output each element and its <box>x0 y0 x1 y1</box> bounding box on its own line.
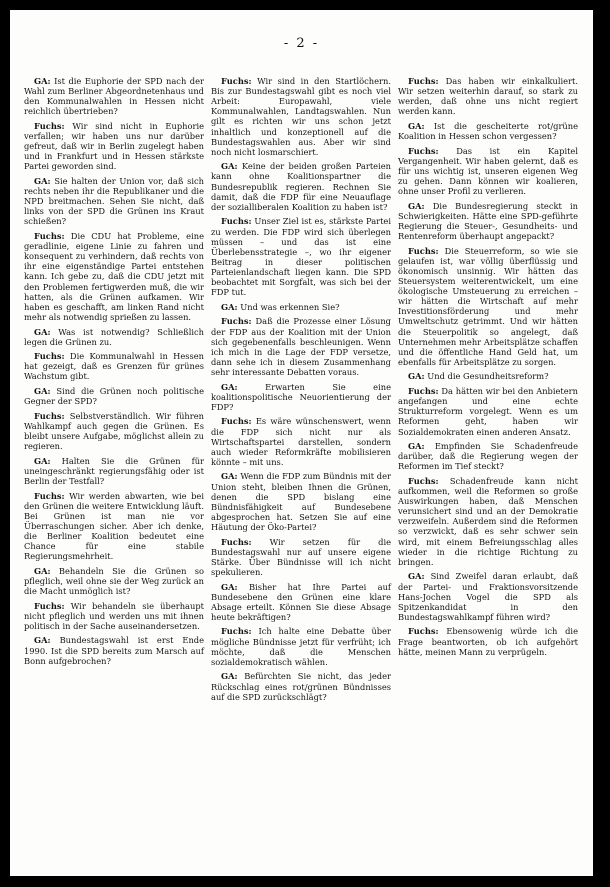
interview-paragraph <box>24 456 204 486</box>
speaker-label: GA: <box>34 455 51 466</box>
paragraph-text: Ist die Euphorie der SPD nach der Wahl zum Berliner Abgeordnetenhaus und den Kommunalwahlen in Hessen nicht reichlich übertrieben? <box>24 76 204 117</box>
paragraph-text: Die Bundesregierung steckt in Schwierigkeiten. Hätte eine SPD-geführte Regierung die Steuer-, Gesundheits- und Rentenreform überhaupt angepackt? <box>398 200 579 242</box>
interview-paragraph <box>211 161 391 212</box>
interview-paragraph <box>211 537 391 577</box>
paragraph-text: Und was erkennen Sie? <box>240 301 340 312</box>
interview-paragraph <box>398 626 578 656</box>
paragraph-text: Ebensowenig würde ich die Frage beantworten, ob ich aufgehört hätte, meinen Mann zu verprügeln. <box>398 626 578 657</box>
paragraph-text: Befürchten Sie nicht, das jeder Rückschlag eines rot/grünen Bündnisses auf die SPD zurückschlägt? <box>211 671 391 702</box>
paragraph-text: Sind die Grünen noch politische Gegner der SPD? <box>24 386 204 407</box>
interview-paragraph <box>398 571 578 622</box>
speaker-label: GA: <box>221 301 238 312</box>
speaker-label: GA: <box>408 371 425 382</box>
paragraph-text: Ich halte eine Debatte über mögliche Bündnisse jetzt für verfrüht; ich möchte, daß die Menschen sozialdemokratisch wählen. <box>211 626 391 667</box>
interview-paragraph <box>398 146 578 197</box>
paragraph-text: Es wäre wünschenswert, wenn die FDP sich nicht nur als Wirtschaftspartei darstellen, sondern auch wieder Reformkräfte mobilisieren könnte – mit uns. <box>211 416 392 467</box>
paragraph-text: Was ist notwendig? Schließlich legen die Grünen zu. <box>24 326 204 347</box>
paragraph-text: Die Kommunalwahl in Hessen hat gezeigt, daß es Grenzen für grünes Wachstum gibt. <box>24 351 205 382</box>
speaker-label: Fuchs: <box>408 245 439 256</box>
speaker-label: GA: <box>408 120 425 131</box>
paragraph-text: Wir sind nicht in Euphorie verfallen; wir haben uns nur darüber gefreut, daß wir in Berlin zugelegt haben und in Frankfurt und in Hessen stärkste Partei geworden sind. <box>24 120 205 172</box>
paragraph-text: Bundestagswahl ist erst Ende 1990. Ist die SPD bereits zum Marsch auf Bonn aufgebrochen? <box>24 635 205 666</box>
text-column-3 <box>398 76 578 661</box>
paragraph-text: Keine der beiden großen Parteien kann ohne Koalitionspartner die Bundesrepublik regieren. Rechnen Sie damit, daß die FDP für eine Neuauflage der sozialliberalen Koalition zu haben ist? <box>211 161 391 212</box>
paragraph-text: Wir behandeln sie überhaupt nicht pfleglich und werden uns mit ihnen politisch in der Sache auseinandersetzen. <box>24 600 204 631</box>
interview-paragraph <box>24 635 204 665</box>
speaker-label: GA: <box>34 386 51 397</box>
interview-paragraph <box>211 302 391 312</box>
interview-paragraph <box>24 411 204 451</box>
speaker-label: GA: <box>221 581 238 592</box>
paragraph-text: Wir werden abwarten, wie bei den Grünen die weitere Entwicklung läuft. Bei Grünen ist man nie vor Überraschungen sicher. Aber ich denke, die Berliner Koalition bedeutet eine Chance für eine stabile Regierungsmehrheit. <box>24 490 204 562</box>
paragraph-text: Empfinden Sie Schadenfreude darüber, daß die Regierung wegen der Reformen im Tief steckt? <box>398 441 578 472</box>
speaker-label: Fuchs: <box>221 416 252 427</box>
interview-paragraph <box>24 351 204 381</box>
paragraph-text: Wir sind in den Startlöchern. Bis zur Bundestagswahl gibt es noch viel Arbeit: Europawahl, viele Kommunalwahlen, Landtagswahlen. Nun gilt es richten wir uns schon jetzt inhaltlich und konzeptionell auf die Bundestagswahlen aus. Aber wir sind noch nicht losmarschiert. <box>211 76 391 157</box>
speaker-label: Fuchs: <box>34 351 65 362</box>
paragraph-text: Selbstverständlich. Wir führen Wahlkampf auch gegen die Grünen. Es bleibt unsere Aufgabe, möglichst allein zu regieren. <box>24 410 204 452</box>
paragraph-text: Bisher hat Ihre Partei auf Bundesebene den Grünen eine klare Absage erteilt. Können Sie diese Absage heute bekräftigen? <box>211 581 392 622</box>
interview-paragraph <box>24 386 204 406</box>
speaker-label: Fuchs: <box>221 76 252 86</box>
speaker-label: GA: <box>408 200 425 211</box>
paragraph-text: Schadenfreude kann nicht aufkommen, weil die Reformen so große Auswirkungen haben, daß Menschen verunsichert sind und an der Demokratie verzweifeln. Außerdem sind die Reformen so verzwickt, daß es sehr schwer sein wird, mit einem Befreiungsschlag alles wieder in die richtige Richtung zu bringen. <box>398 475 578 567</box>
paragraph-text: Die Steuerreform, so wie sie gelaufen ist, war völlig überflüssig und ökonomisch unsinnig. Wir hätten das Steuersystem weiterentwickelt, um eine ökologische Umsteuerung zu erreichen – wir hätten die Wirtschaft auf mehr Investitionsförderung und mehr Umweltschutz getrimmt. Und wir hätten die Steuerpolitik so angelegt, daß Unternehmen mehr Arbeitsplätze schaffen und die öffentliche Hand Geld hat, um ebenfalls für Arbeitsplätze zu sorgen. <box>398 245 578 367</box>
interview-paragraph <box>24 491 204 562</box>
interview-paragraph <box>24 121 204 172</box>
interview-paragraph <box>24 566 204 596</box>
speaker-label: GA: <box>34 175 51 186</box>
interview-paragraph <box>211 216 391 297</box>
page-number: - 2 - <box>283 36 320 51</box>
interview-paragraph <box>211 316 391 377</box>
speaker-label: GA: <box>34 635 51 646</box>
speaker-label: Fuchs: <box>34 600 65 611</box>
paragraph-text: Wir setzen für die Bundestagswahl nur auf unsere eigene Stärke. Über Bündnisse will ich nicht spekulieren. <box>211 536 392 577</box>
interview-paragraph <box>398 476 578 567</box>
interview-paragraph <box>398 246 578 367</box>
paragraph-text: Sie halten der Union vor, daß sich rechts neben ihr die Republikaner und die NPD breitmachen. Sehen Sie nicht, daß links von der SPD die Grünen ins Kraut schießen? <box>24 175 204 227</box>
speaker-label: Fuchs: <box>34 410 65 421</box>
interview-paragraph <box>398 76 578 116</box>
speaker-label: GA: <box>34 326 51 337</box>
speaker-label: Fuchs: <box>408 475 439 486</box>
paragraph-text: Wenn die FDP zum Bündnis mit der Union steht, bleiben Ihnen die Grünen, denen die SPD bislang eine Bündnisfähigkeit auf Bundesebene abgesprochen hat. Setzen Sie auf eine Häutung der Öko-Partei? <box>211 471 391 532</box>
speaker-label: Fuchs: <box>221 626 252 637</box>
paragraph-text: Halten Sie die Grünen für uneingeschränkt regierungsfähig oder ist Berlin der Testfall? <box>24 455 205 486</box>
paragraph-text: Das ist ein Kapitel Vergangenheit. Wir haben gelernt, daß es für uns wichtig ist, unseren eigenen Weg zu gehen. Dann können wir koalieren, ohne unser Profil zu verlieren. <box>398 145 578 197</box>
speaker-label: Fuchs: <box>221 536 252 547</box>
speaker-label: GA: <box>34 76 51 86</box>
interview-paragraph <box>24 601 204 631</box>
paragraph-text: Da hätten wir bei den Anbietern angefangen und eine echte Strukturreform vorgelegt. Wenn es um Reformen geht, haben wir Sozialdemokraten einen anderen Ansatz. <box>398 386 578 437</box>
speaker-label: Fuchs: <box>34 231 65 242</box>
interview-paragraph <box>211 671 391 701</box>
document-page <box>10 10 593 876</box>
interview-paragraph <box>398 386 578 437</box>
speaker-label: GA: <box>221 381 238 392</box>
speaker-label: Fuchs: <box>408 386 439 397</box>
interview-paragraph <box>398 371 578 381</box>
interview-paragraph <box>211 76 391 157</box>
interview-paragraph <box>398 121 578 141</box>
speaker-label: Fuchs: <box>34 490 65 501</box>
interview-paragraph <box>398 441 578 471</box>
speaker-label: GA: <box>221 671 238 682</box>
speaker-label: GA: <box>408 441 425 452</box>
speaker-label: Fuchs: <box>408 145 439 156</box>
interview-paragraph <box>24 76 204 116</box>
speaker-label: GA: <box>34 565 51 576</box>
paragraph-text: Ist die gescheiterte rot/grüne Koalition in Hessen schon vergessen? <box>398 120 579 142</box>
interview-paragraph <box>24 176 204 227</box>
paragraph-text: Daß die Prozesse einer Lösung der FDP aus der Koalition mit der Union sich gegebenenfalls beschleunigen. Wenn ich mich in die Lage der FDP versetze, dann sehe ich in diesem Zusammenhang sehr interessante Debatten voraus. <box>211 316 391 377</box>
interview-paragraph <box>211 382 391 412</box>
paragraph-text: Und die Gesundheitsreform? <box>427 371 549 382</box>
interview-paragraph <box>24 327 204 347</box>
interview-paragraph <box>211 582 391 622</box>
paragraph-text: Das haben wir einkalkuliert. Wir setzen weiterhin darauf, so stark zu werden, daß ohne uns nicht regiert werden kann. <box>398 76 579 117</box>
speaker-label: GA: <box>408 571 425 582</box>
paragraph-text: Erwarten Sie eine koalitionspolitische Neuorientierung der FDP? <box>211 381 392 412</box>
speaker-label: Fuchs: <box>221 316 252 327</box>
paragraph-text: Sind Zweifel daran erlaubt, daß der Partei- und Fraktionsvorsitzende Hans-Jochen Vogel die SPD als Spitzenkandidat in den Bundestagswahlkampf führen wird? <box>398 571 578 622</box>
interview-paragraph <box>211 626 391 666</box>
paragraph-text: Die CDU hat Probleme, eine geradlinie, eigene Linie zu fahren und konsequent zu verhindern, daß rechts von ihr eine eigenständige Partei entstehen kann. Ich gebe zu, daß die CDU jetzt mit den Problemen fertigwerden muß, die wir hatten, als die Grünen aufkamen. Wir haben es geschafft, am linken Rand nicht mehr als notwendig sprießen zu lassen. <box>24 231 204 322</box>
interview-paragraph <box>24 231 204 322</box>
speaker-label: GA: <box>221 161 238 172</box>
interview-paragraph <box>211 471 391 532</box>
paragraph-text: Unser Ziel ist es, stärkste Partei zu werden. Die FDP wird sich überlegen müssen – und das ist eine Überlebensstrategie –, wo ihr eigener Beitrag in dieser politischen Parteienlandschaft liegen kann. Die SPD beobachtet mit Sorgfalt, was sich bei der FDP tut. <box>211 216 391 298</box>
text-column-2 <box>211 76 391 706</box>
interview-paragraph <box>211 416 391 467</box>
speaker-label: Fuchs: <box>221 216 252 227</box>
speaker-label: GA: <box>221 471 238 482</box>
text-column-1 <box>24 76 204 670</box>
interview-paragraph <box>398 201 578 241</box>
speaker-label: Fuchs: <box>34 120 65 131</box>
speaker-label: Fuchs: <box>408 76 439 86</box>
paragraph-text: Behandeln Sie die Grünen so pfleglich, weil ohne sie der Weg zurück an die Macht unmöglich ist? <box>24 565 204 597</box>
speaker-label: Fuchs: <box>408 626 439 637</box>
